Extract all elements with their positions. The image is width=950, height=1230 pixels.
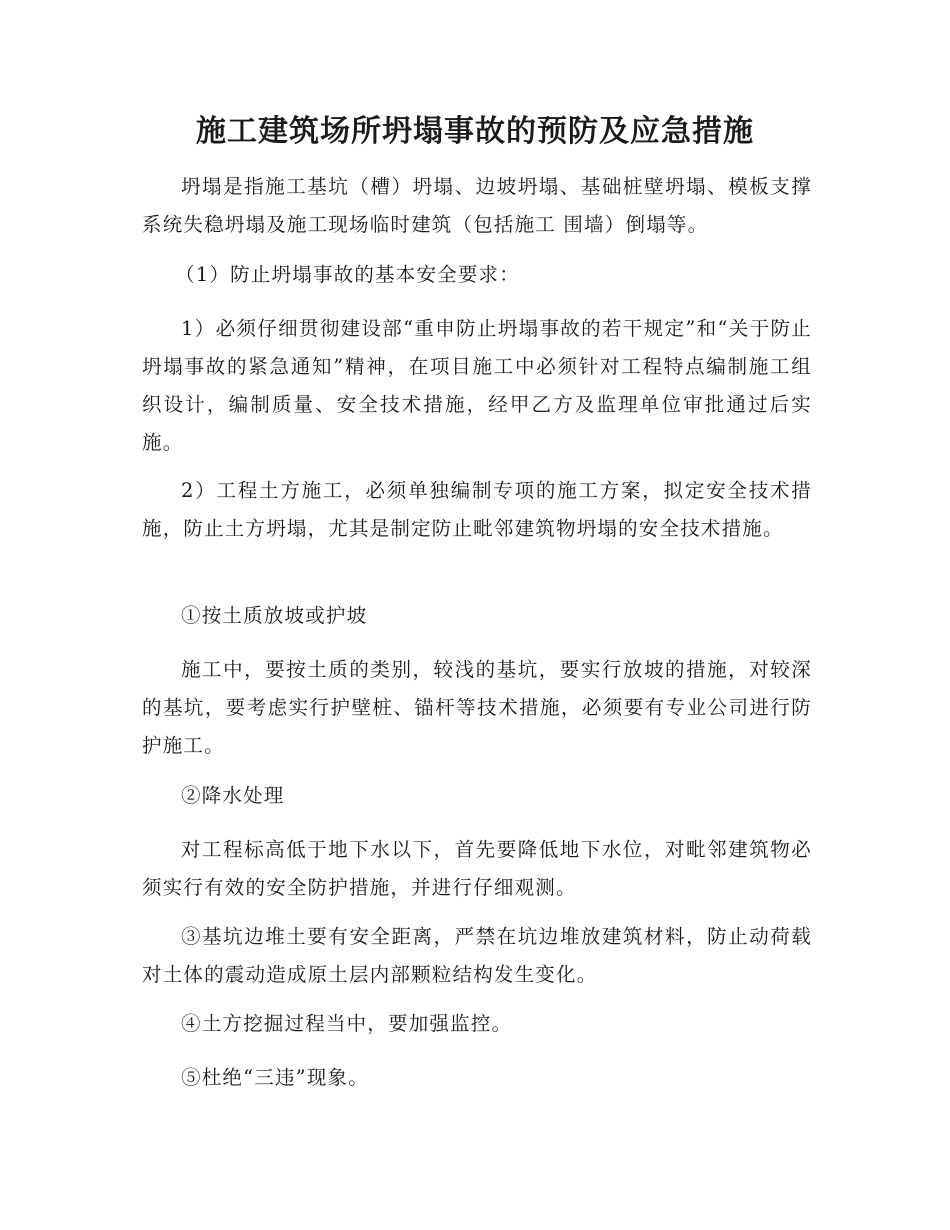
document-title: 施工建筑场所坍塌事故的预防及应急措施 <box>196 114 754 149</box>
subheading-dewatering: ②降水处理 <box>181 784 285 807</box>
paragraph-dewatering: 对工程标高低于地下水以下，首先要降低地下水位，对毗邻建筑物必须实行有效的安全防护措施，并进行仔细观测。 <box>142 838 812 899</box>
paragraph-requirement-1: 1）必须仔细贯彻建设部“重申防止坍塌事故的若干规定”和“关于防止坍塌事故的紧急通知”精神，在项目施工中必须针对工程特点编制施工组织设计，编制质量、安全技术措施，经甲乙方及监理单位审批通过后实施。 <box>142 317 812 454</box>
subheading-slope-protection: ①按土质放坡或护坡 <box>181 604 368 627</box>
paragraph-monitoring: ④土方挖掘过程当中，要加强监控。 <box>181 1012 513 1035</box>
paragraph-requirement-2: 2）工程土方施工，必须单独编制专项的施工方案，拟定安全技术措施，防止土方坍塌，尤其是制定防止毗邻建筑物坍塌的安全技术措施。 <box>142 479 812 540</box>
section-heading-basic-requirements: （1）防止坍塌事故的基本安全要求： <box>175 263 520 286</box>
paragraph-safe-distance: ③基坑边堆土要有安全距离，严禁在坑边堆放建筑材料，防止动荷载对土体的震动造成原土层内部颗粒结构发生变化。 <box>142 925 812 986</box>
paragraph-three-violations: ⑤杜绝“三违”现象。 <box>181 1066 369 1089</box>
paragraph-definition: 坍塌是指施工基坑（槽）坍塌、边坡坍塌、基础桩壁坍塌、模板支撑系统失稳坍塌及施工现场临时建筑（包括施工 围墙）倒塌等。 <box>142 175 812 236</box>
paragraph-slope-protection: 施工中，要按土质的类别，较浅的基坑，要实行放坡的措施，对较深的基坑，要考虑实行护壁桩、锚杆等技术措施，必须要有专业公司进行防护施工。 <box>142 658 812 757</box>
